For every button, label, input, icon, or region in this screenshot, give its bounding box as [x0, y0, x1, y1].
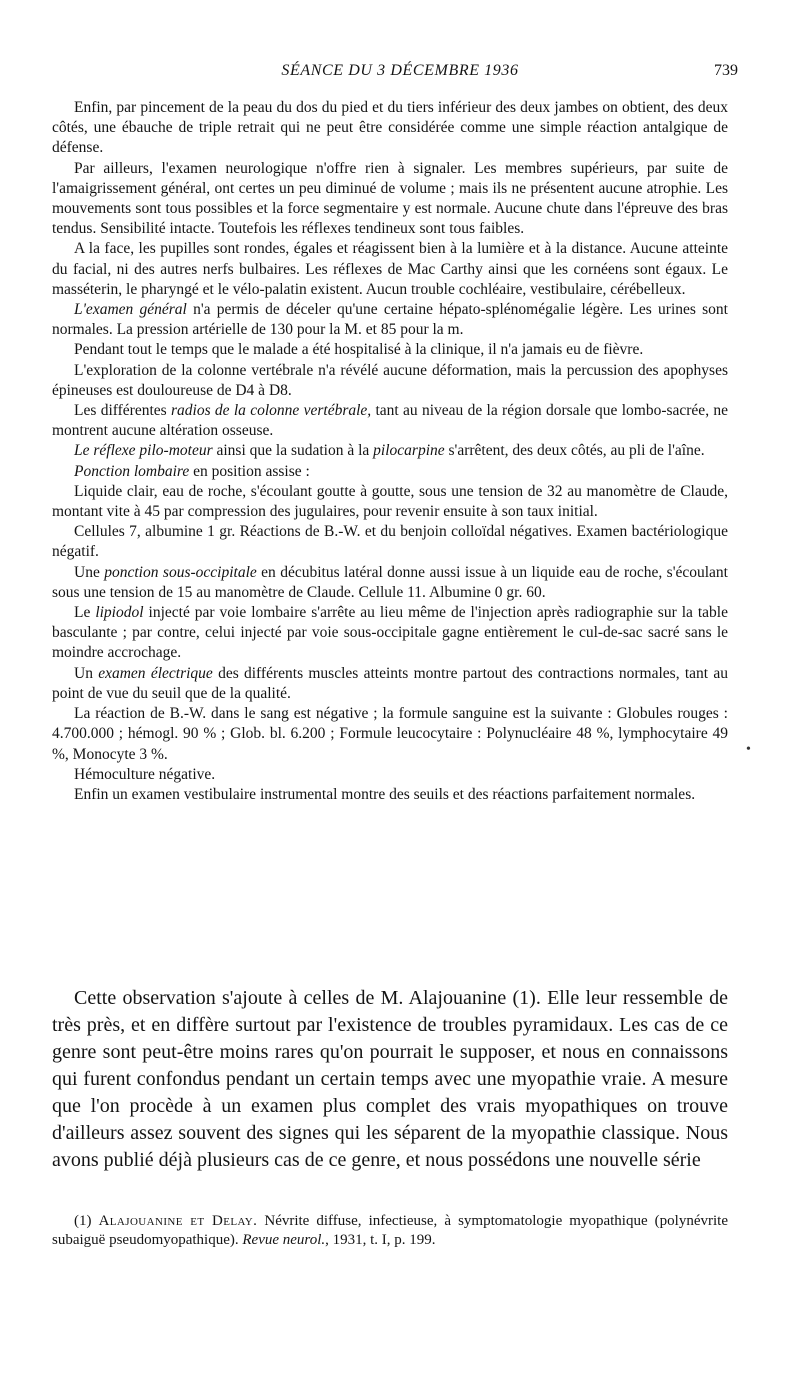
discussion-text	[52, 985, 728, 1174]
paragraph: La réaction de B.-W. dans le sang est négative ; la formule sanguine est la suivante : Globules rouges : 4.700.000 ; hémogl. 90 % ; Glob. bl. 6.200 ; Formule leucocytaire : Polynucléaire 48 %, lymphocytaire 49 %, Monocyte 3 %.	[52, 705, 728, 763]
paragraph: Enfin un examen vestibulaire instrumental montre des seuils et des réactions parfaitement normales.	[74, 785, 696, 803]
italic-term: Ponction lombaire	[74, 462, 190, 480]
paragraph: Ponction lombaire en position assise :	[74, 462, 310, 480]
footnote: (1) Alajouanine et Delay. Névrite diffuse, infectieuse, à symptomatologie myopathique (polynévrite subaiguë pseudomyopathique). Revue neurol., 1931, t. I, p. 199.	[52, 1213, 728, 1248]
paragraph: Par ailleurs, l'examen neurologique n'offre rien à signaler. Les membres supérieurs, par suite de l'amaigrissement général, ont certes un peu diminué de volume ; mais ils ne présentent aucune atrophie. Les mouvements sont tous possibles et la force segmentaire y est normale. Aucune chute dans l'épreuve des bras tendus. Sensibilité intacte. Toutefois les réflexes tendineux sont tous faibles.	[52, 159, 728, 238]
paragraph: Hémoculture négative.	[74, 765, 216, 783]
paragraph: Cette observation s'ajoute à celles de M. Alajouanine (1). Elle leur ressemble de très près, et en diffère surtout par l'existence de troubles pyramidaux. Les cas de ce genre sont peut-être moins rares qu'on pourrait le supposer, et nous en connaissons qui furent confondus pendant un certain temps avec une myopathie vraie. A mesure que l'on procède à un examen plus complet des vrais myopathiques on trouve d'ailleurs assez souvent des signes qui les séparent de la myopathie classique. Nous avons publié déjà plusieurs cas de ce genre, et nous possédons une nouvelle série	[52, 987, 728, 1171]
margin-mark: •	[746, 742, 751, 757]
paragraph: Pendant tout le temps que le malade a été hospitalisé à la clinique, il n'a jamais eu de fièvre.	[74, 341, 644, 359]
body-text	[52, 98, 728, 805]
paragraph: Le lipiodol injecté par voie lombaire s'arrête au lieu même de l'injection après radiographie sur la table basculante ; par contre, celui injecté par voie sous-occipitale gagne entièrement le cul-de-sac sacré sans le moindre accrochage.	[52, 604, 728, 662]
paragraph: Le réflexe pilo-moteur ainsi que la sudation à la pilocarpine s'arrêtent, des deux côtés, au pli de l'aîne.	[74, 442, 705, 460]
running-head: SÉANCE DU 3 DÉCEMBRE 1936	[281, 62, 519, 79]
italic-term: radios de la colonne vertébrale,	[171, 402, 372, 420]
paragraph: L'exploration de la colonne vertébrale n'a révélé aucune déformation, mais la percussion des apophyses épineuses est douloureuse de D4 à D8.	[52, 361, 728, 399]
italic-term: Le réflexe pilo-moteur	[74, 442, 213, 460]
page-header	[62, 62, 738, 86]
journal-title: Revue neurol.	[242, 1232, 326, 1248]
italic-term: pilocarpine	[373, 442, 445, 460]
italic-term: lipiodol	[95, 604, 144, 622]
italic-term: L'examen général	[74, 301, 187, 319]
paragraph: Cellules 7, albumine 1 gr. Réactions de B.-W. et du benjoin colloïdal négatives. Examen bactériologique négatif.	[52, 523, 728, 561]
paragraph: A la face, les pupilles sont rondes, égales et réagissent bien à la lumière et à la distance. Aucune atteinte du facial, ni des autres nerfs bulbaires. Les réflexes de Mac Carthy ainsi que les cornéens sont égaux. Le masséterin, le pharyngé et le vélo-palatin existent. Aucun trouble cochléaire, vestibulaire, cérébelleux.	[52, 240, 728, 298]
footnote-authors: Alajouanine et Delay.	[98, 1213, 258, 1229]
italic-term: ponction sous-occipitale	[104, 563, 257, 581]
paragraph: Liquide clair, eau de roche, s'écoulant goutte à goutte, sous une tension de 32 au manomètre de Claude, montant vite à 45 par compression des jugulaires, pour revenir ensuite à son taux initial.	[52, 482, 728, 521]
paragraph: Enfin, par pincement de la peau du dos du pied et du tiers inférieur des deux jambes on obtient, des deux côtés, une ébauche de triple retrait qui ne peut être considérée comme une simple réaction antalgique de défense.	[52, 99, 728, 157]
paragraph: Les différentes radios de la colonne vertébrale, tant au niveau de la région dorsale que lombo-sacrée, ne montrent aucune altération osseuse.	[52, 402, 729, 440]
footnote-marker: (1)	[74, 1213, 99, 1229]
paragraph: Un examen électrique des différents muscles atteints montre partout des contractions normales, tant au point de vue du seuil que de la qualité.	[52, 664, 728, 702]
page-number: 739	[714, 62, 738, 79]
paragraph: L'examen général n'a permis de déceler qu'une certaine hépato-splénomégalie légère. Les urines sont normales. La pression artérielle de 130 pour la M. et 85 pour la m.	[52, 301, 728, 339]
paragraph: Une ponction sous-occipitale en décubitus latéral donne aussi issue à un liquide eau de roche, s'écoulant sous une tension de 15 au manomètre de Claude. Cellule 11. Albumine 0 gr. 60.	[52, 563, 728, 601]
italic-term: examen électrique	[98, 664, 213, 682]
